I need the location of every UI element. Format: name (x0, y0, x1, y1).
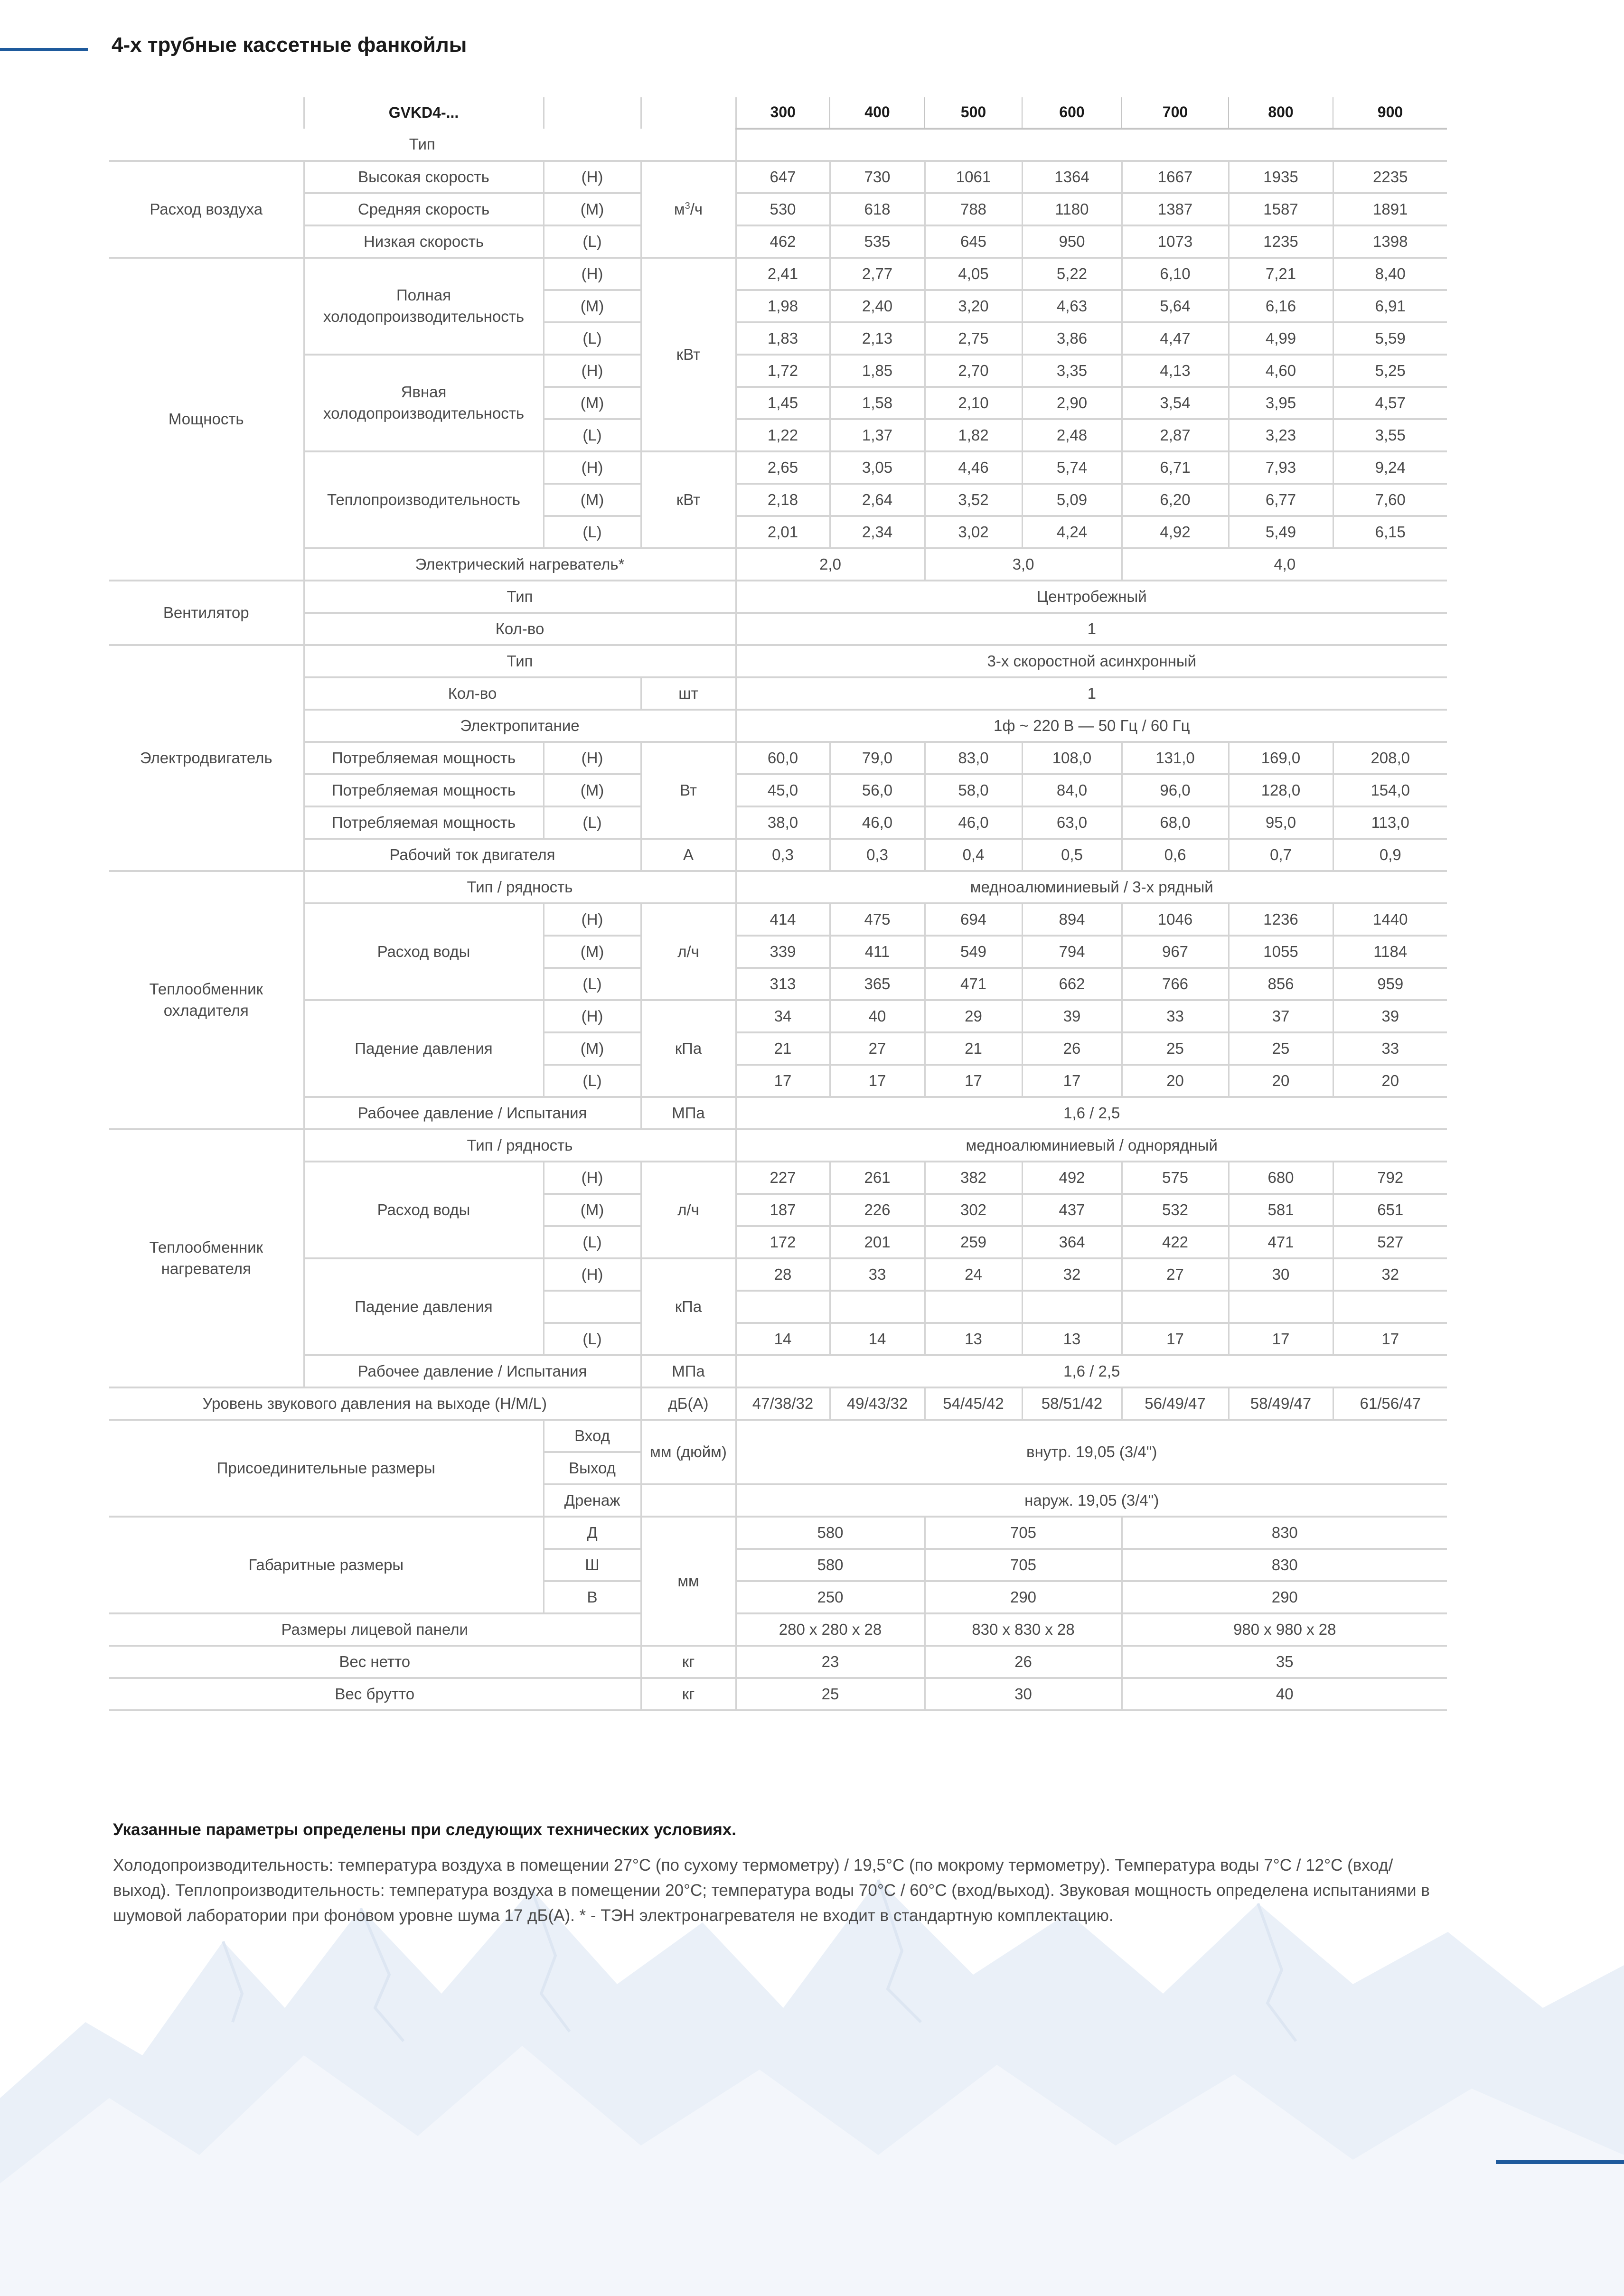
table-row: (L) 172 201 259 364 422 471 527 (109, 1226, 1447, 1258)
table-row: Теплообменник нагревателя Тип / рядность медноалюминиевый / однорядный (109, 1129, 1447, 1162)
table-row: Электрический нагреватель* 2,0 3,0 4,0 (109, 548, 1447, 581)
table-row: Вес нетто кг 23 26 35 (109, 1646, 1447, 1678)
model-500: 500 (925, 97, 1022, 129)
el-heater-label: Электрический нагреватель* (304, 548, 736, 581)
sound-label: Уровень звукового давления на выходе (H/M/L) (109, 1387, 641, 1420)
notes-title: Указанные параметры определены при следующих технических условиях. (113, 1820, 736, 1839)
heat-label: Теплопроизводительность (304, 451, 544, 548)
table-row: (L) 2,01 2,34 3,02 4,24 4,92 5,49 6,15 (109, 516, 1447, 548)
heat-hex-group: Теплообменник нагревателя (109, 1129, 304, 1387)
page-accent-rule (1496, 2160, 1624, 2164)
table-row: Расход воды (H) л/ч 227 261 382 492 575 680 792 (109, 1162, 1447, 1194)
table-row: Падение давления (H) кПа 28 33 24 32 27 30 32 (109, 1258, 1447, 1291)
title-accent-rule (0, 48, 88, 51)
table-row: Потребляемая мощность (L) 38,0 46,0 46,0 63,0 68,0 95,0 113,0 (109, 806, 1447, 839)
motor-group: Электродвигатель (109, 645, 304, 871)
model-prefix: GVKD4-... (304, 97, 544, 129)
table-row: (M) 1,45 1,58 2,10 2,90 3,54 3,95 4,57 (109, 387, 1447, 419)
table-row: Размеры лицевой панели 280 x 280 x 28 830 x 830 x 28 980 x 980 x 28 (109, 1613, 1447, 1646)
table-row: В 250 290 290 (109, 1581, 1447, 1613)
table-row: Дренаж наруж. 19,05 (3/4") (109, 1484, 1447, 1517)
table-row: Явная холодопроизводительность (H) 1,72 1,85 2,70 3,35 4,13 4,60 5,25 (109, 355, 1447, 387)
table-row: Расход воздуха Высокая скорость (H) $м^3/ч$ 647 730 1061 1364 1667 1935 2235 (109, 161, 1447, 193)
table-row: (L) 17 17 17 17 20 20 20 (109, 1065, 1447, 1097)
gross-weight-label: Вес брутто (109, 1678, 641, 1710)
table-row: Вес брутто кг 25 30 40 (109, 1678, 1447, 1710)
table-row: (L) 313 365 471 662 766 856 959 (109, 968, 1447, 1000)
table-row: Ш 580 705 830 (109, 1549, 1447, 1581)
power-group: Мощность (109, 258, 304, 581)
table-row: Теплопроизводительность (H) кВт 2,65 3,05 4,46 5,74 6,71 7,93 9,24 (109, 451, 1447, 484)
table-row: Уровень звукового давления на выходе (H/M/L) дБ(А) 47/38/32 49/43/32 54/45/42 58/51/42 56/49/47 58/49/47 61/56/47 (109, 1387, 1447, 1420)
table-row: Потребляемая мощность (M) 45,0 56,0 58,0 84,0 96,0 128,0 154,0 (109, 774, 1447, 806)
net-weight-label: Вес нетто (109, 1646, 641, 1678)
dims-label: Габаритные размеры (109, 1517, 544, 1613)
table-row: Рабочий ток двигателя А 0,3 0,3 0,4 0,5 0,6 0,7 0,9 (109, 839, 1447, 871)
model-700: 700 (1122, 97, 1229, 129)
table-row: (L) 1,22 1,37 1,82 2,48 2,87 3,23 3,55 (109, 419, 1447, 451)
table-row: (M) 339 411 549 794 967 1055 1184 (109, 936, 1447, 968)
connections-label: Присоединительные размеры (109, 1420, 544, 1517)
table-row: (L) 14 14 13 13 17 17 17 (109, 1323, 1447, 1355)
cool-hex-group: Теплообменник охладителя (109, 871, 304, 1129)
table-row: Рабочее давление / Испытания МПа 1,6 / 2,5 (109, 1355, 1447, 1387)
page-title: 4-х трубные кассетные фанкойлы (112, 33, 467, 56)
model-400: 400 (830, 97, 925, 129)
table-row: Присоединительные размеры Вход мм (дюйм) внутр. 19,05 (3/4") (109, 1420, 1447, 1452)
table-row: Низкая скорость (L) 462 535 645 950 1073 1235 1398 (109, 225, 1447, 258)
table-row: (L) 1,83 2,13 2,75 3,86 4,47 4,99 5,59 (109, 322, 1447, 355)
table-row: Потребляемая мощность (H) Вт 60,0 79,0 83,0 108,0 131,0 169,0 208,0 (109, 742, 1447, 774)
table-row: Расход воды (H) л/ч 414 475 694 894 1046 1236 1440 (109, 903, 1447, 936)
model-600: 600 (1022, 97, 1122, 129)
table-row: Электропитание 1ф ~ 220 В — 50 Гц / 60 Гц (109, 710, 1447, 742)
table-row: Кол-во шт 1 (109, 677, 1447, 710)
table-row: Вентилятор Тип Центробежный (109, 581, 1447, 613)
model-800: 800 (1229, 97, 1333, 129)
panel-label: Размеры лицевой панели (109, 1613, 641, 1646)
notes-text: Холодопроизводительность: температура воздуха в помещении 27°С (по сухому термометру) / 19,5°С (по мокрому термометру). Температура воды 7°С / 12°С (вход/выход). Теплопроизводительность: температура воздуха в помещении 20°С; температура воды 70°С / 60°С (вход/выход). Звуковая мощность определена испытаниями в шумовой лаборатории при фоновом уровне шума 17 дБ(А). * - ТЭН электронагревателя не входит в стандартную комплектацию. (113, 1856, 1430, 1925)
model-900: 900 (1333, 97, 1447, 129)
table-row: Кол-во 1 (109, 613, 1447, 645)
table-row: (M) 187 226 302 437 532 581 651 (109, 1194, 1447, 1226)
table-row: Рабочее давление / Испытания МПа 1,6 / 2,5 (109, 1097, 1447, 1129)
table-row: Теплообменник охладителя Тип / рядность медноалюминиевый / 3-х рядный (109, 871, 1447, 903)
airflow-group: Расход воздуха (109, 161, 304, 258)
spec-table (109, 97, 1447, 1711)
airflow-unit: $м^3/ч$ (641, 161, 736, 258)
type-label: Тип (109, 129, 736, 161)
table-row: (M) 1,98 2,40 3,20 4,63 5,64 6,16 6,91 (109, 290, 1447, 322)
table-row: (M) 21 27 21 26 25 25 33 (109, 1032, 1447, 1065)
fan-group: Вентилятор (109, 581, 304, 645)
table-row: (M) 2,18 2,64 3,52 5,09 6,20 6,77 7,60 (109, 484, 1447, 516)
header-row (109, 97, 1447, 129)
notes-section (113, 1820, 1448, 1929)
table-row: Мощность Полная холодопроизводительность (H) кВт 2,41 2,77 4,05 5,22 6,10 7,21 8,40 (109, 258, 1447, 290)
table-row: Габаритные размеры Д мм 580 705 830 (109, 1517, 1447, 1549)
table-row: Средняя скорость (M) 530 618 788 1180 1387 1587 1891 (109, 193, 1447, 225)
table-row: Электродвигатель Тип 3-х скоростной асинхронный (109, 645, 1447, 677)
total-cool-label: Полная холодопроизводительность (304, 258, 544, 355)
type-row (109, 129, 1447, 161)
table-row: Падение давления (H) кПа 34 40 29 39 33 37 39 (109, 1000, 1447, 1032)
sens-cool-label: Явная холодопроизводительность (304, 355, 544, 451)
table-row: Выход (109, 1452, 1447, 1484)
model-300: 300 (736, 97, 830, 129)
